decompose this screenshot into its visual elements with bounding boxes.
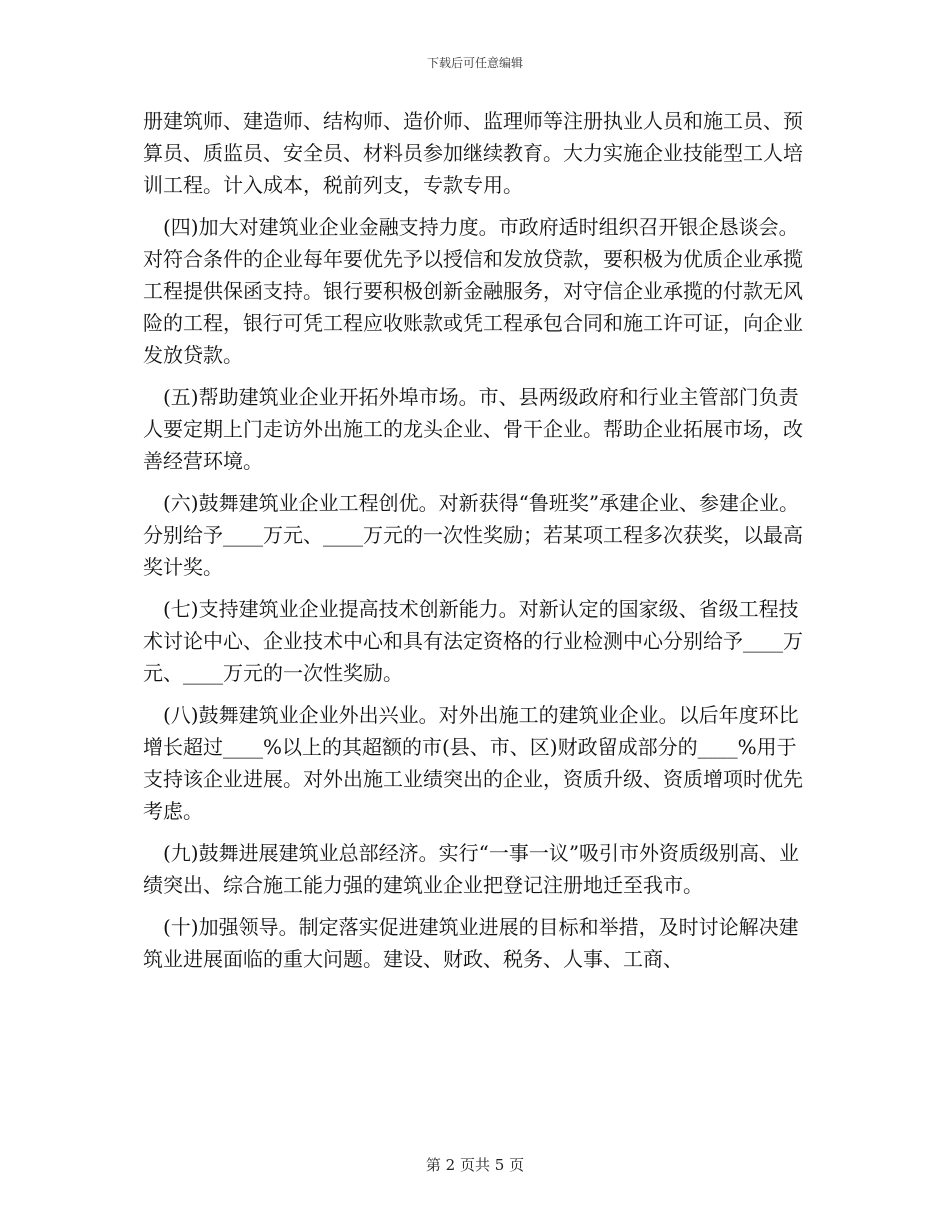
paragraph-9: (九)鼓舞进展建筑业总部经济。实行“一事一议”吸引市外资质级别高、业绩突出、综合施工能力强的建筑业企业把登记注册地迁至我市。	[143, 841, 800, 897]
document-body	[143, 105, 813, 985]
paragraph-7: (七)支持建筑业企业提高技术创新能力。对新认定的国家级、省级工程技术讨论中心、企业技术中心和具有法定资格的行业检测中心分别给予____万元、____万元的一次性奖励。	[143, 597, 803, 685]
page-header: 下载后可任意编辑	[426, 56, 523, 70]
page-footer: 第 2 页共 5 页	[425, 1156, 525, 1174]
paragraph-4: (四)加大对建筑业企业金融支持力度。市政府适时组织召开银企恳谈会。对符合条件的企业每年要优先予以授信和发放贷款，要积极为优质企业承揽工程提供保函支持。银行要积极创新金融服务，对守信企业承揽的付款无风险的工程，银行可凭工程应收账款或凭工程承包合同和施工许可证，向企业发放贷款。	[143, 215, 803, 367]
paragraph-5: (五)帮助建筑业企业开拓外埠市场。市、县两级政府和行业主管部门负责人要定期上门走访外出施工的龙头企业、骨干企业。帮助企业拓展市场，改善经营环境。	[143, 385, 803, 473]
paragraph-continuation: 册建筑师、建造师、结构师、造价师、监理师等注册执业人员和施工员、预算员、质监员、安全员、材料员参加继续教育。大力实施企业技能型工人培训工程。计入成本，税前列支，专款专用。	[143, 109, 803, 197]
paragraph-6: (六)鼓舞建筑业企业工程创优。对新获得“鲁班奖”承建企业、参建企业。分别给予____万元、____万元的一次性奖励；若某项工程多次获奖，以最高奖计奖。	[143, 491, 803, 579]
paragraph-8: (八)鼓舞建筑业企业外出兴业。对外出施工的建筑业企业。以后年度环比增长超过____%以上的其超额的市(县、市、区)财政留成部分的____%用于支持该企业进展。对外出施工业绩突出的企业，资质升级、资质增项时优先考虑。	[143, 703, 803, 823]
paragraph-10: (十)加强领导。制定落实促进建筑业进展的目标和举措，及时讨论解决建筑业进展面临的重大问题。建设、财政、税务、人事、工商、	[143, 915, 799, 971]
